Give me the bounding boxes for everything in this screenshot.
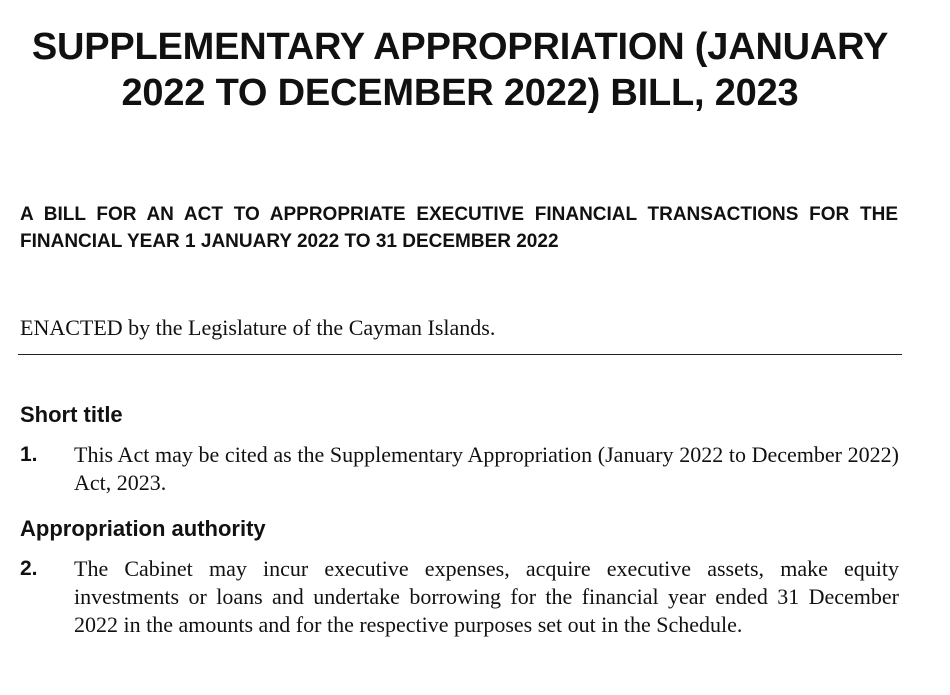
section-text-1: This Act may be cited as the Supplementary Appropriation (January 2022 to December 2022) Act, 2023.	[74, 442, 899, 495]
bill-title: SUPPLEMENTARY APPROPRIATION (JANUARY 2022 TO DECEMBER 2022) BILL, 2023	[31, 26, 889, 114]
section-heading-appropriation-authority: Appropriation authority	[20, 516, 266, 541]
section-heading-short-title: Short title	[20, 402, 123, 427]
bill-long-title: A BILL FOR AN ACT TO APPROPRIATE EXECUTIVE FINANCIAL TRANSACTIONS FOR THE FINANCIAL YEAR 1 JANUARY 2022 TO 31 DECEMBER 2022	[20, 204, 898, 252]
enacting-clause: ENACTED by the Legislature of the Cayman Islands.	[20, 315, 496, 340]
section-number-1: 1.	[20, 443, 38, 466]
section-text-2: The Cabinet may incur executive expenses, acquire executive assets, make equity investments or loans and undertake borrowing for the financial year ended 31 December 2022 in the amounts and for the respective purposes set out in the Schedule.	[74, 556, 899, 637]
divider-rule	[18, 354, 902, 355]
section-number-2: 2.	[20, 557, 38, 580]
